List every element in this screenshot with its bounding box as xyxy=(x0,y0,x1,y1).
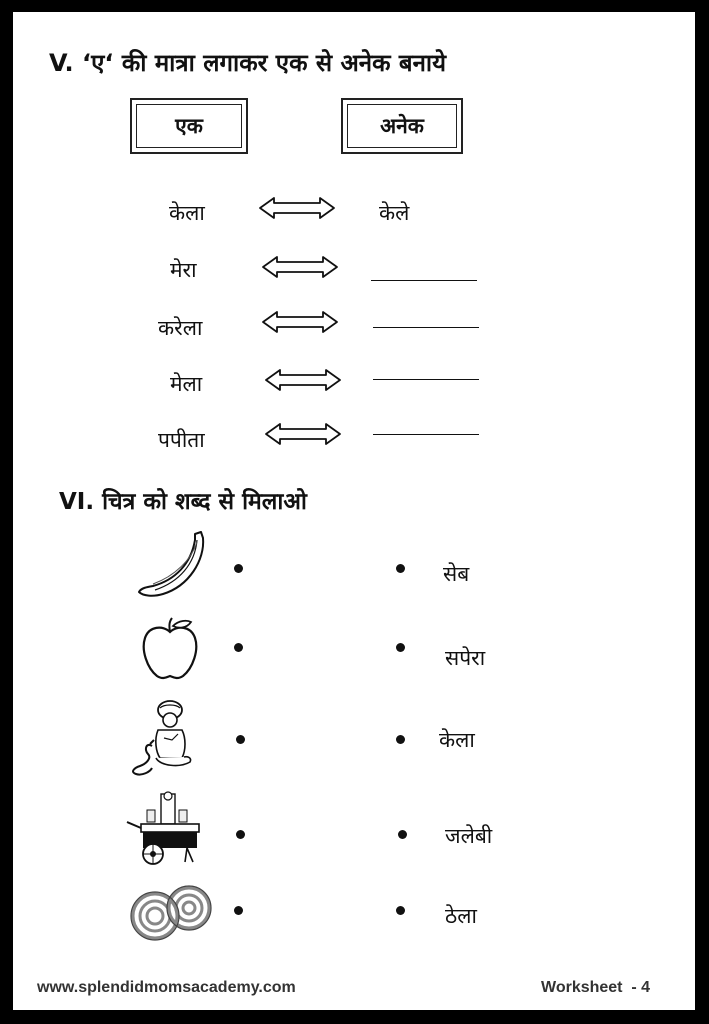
picture-4-dot[interactable] xyxy=(236,830,245,839)
apple-icon xyxy=(139,616,201,682)
header-ek-label: एक xyxy=(175,114,203,138)
double-arrow-icon xyxy=(258,196,336,220)
header-anek-box xyxy=(341,98,463,154)
row-2-answer-blank[interactable] xyxy=(371,280,477,281)
picture-5-dot[interactable] xyxy=(234,906,243,915)
snake-charmer-icon xyxy=(126,694,208,776)
word-4: जलेबी xyxy=(445,824,493,848)
row-1-singular: केला xyxy=(169,201,205,225)
word-5-dot[interactable] xyxy=(396,906,405,915)
word-2: सपेरा xyxy=(445,646,486,670)
word-3-dot[interactable] xyxy=(396,735,405,744)
picture-3-dot[interactable] xyxy=(236,735,245,744)
double-arrow-icon xyxy=(264,368,342,392)
row-5-singular: पपीता xyxy=(158,428,205,452)
row-4-answer-blank[interactable] xyxy=(373,379,479,380)
row-1-plural: केले xyxy=(379,201,410,225)
word-3: केला xyxy=(439,728,475,752)
section-5-title: V. ‘ए‘ की मात्रा लगाकर एक से अनेक बनाये xyxy=(49,49,447,77)
row-5-answer-blank[interactable] xyxy=(373,434,479,435)
word-1-dot[interactable] xyxy=(396,564,405,573)
row-2-singular: मेरा xyxy=(170,258,197,282)
picture-1-dot[interactable] xyxy=(234,564,243,573)
double-arrow-icon xyxy=(261,255,339,279)
picture-2-dot[interactable] xyxy=(234,643,243,652)
footer-website: www.splendidmomsacademy.com xyxy=(37,979,296,996)
word-4-dot[interactable] xyxy=(398,830,407,839)
section-6-title: VI. चित्र को शब्द से मिलाओ xyxy=(59,489,307,515)
double-arrow-icon xyxy=(264,422,342,446)
double-arrow-icon xyxy=(261,310,339,334)
word-2-dot[interactable] xyxy=(396,643,405,652)
header-ek-box xyxy=(130,98,248,154)
worksheet-page xyxy=(13,12,695,1010)
row-3-answer-blank[interactable] xyxy=(373,327,479,328)
word-1: सेब xyxy=(443,562,470,586)
footer-worksheet-number: Worksheet - 4 xyxy=(541,979,651,996)
row-4-singular: मेला xyxy=(170,372,203,396)
banana-icon xyxy=(133,530,215,600)
row-3-singular: करेला xyxy=(158,316,203,340)
header-anek-label: अनेक xyxy=(380,114,424,138)
word-5: ठेला xyxy=(445,904,477,928)
jalebi-icon xyxy=(125,880,217,944)
cart-icon xyxy=(123,788,213,866)
